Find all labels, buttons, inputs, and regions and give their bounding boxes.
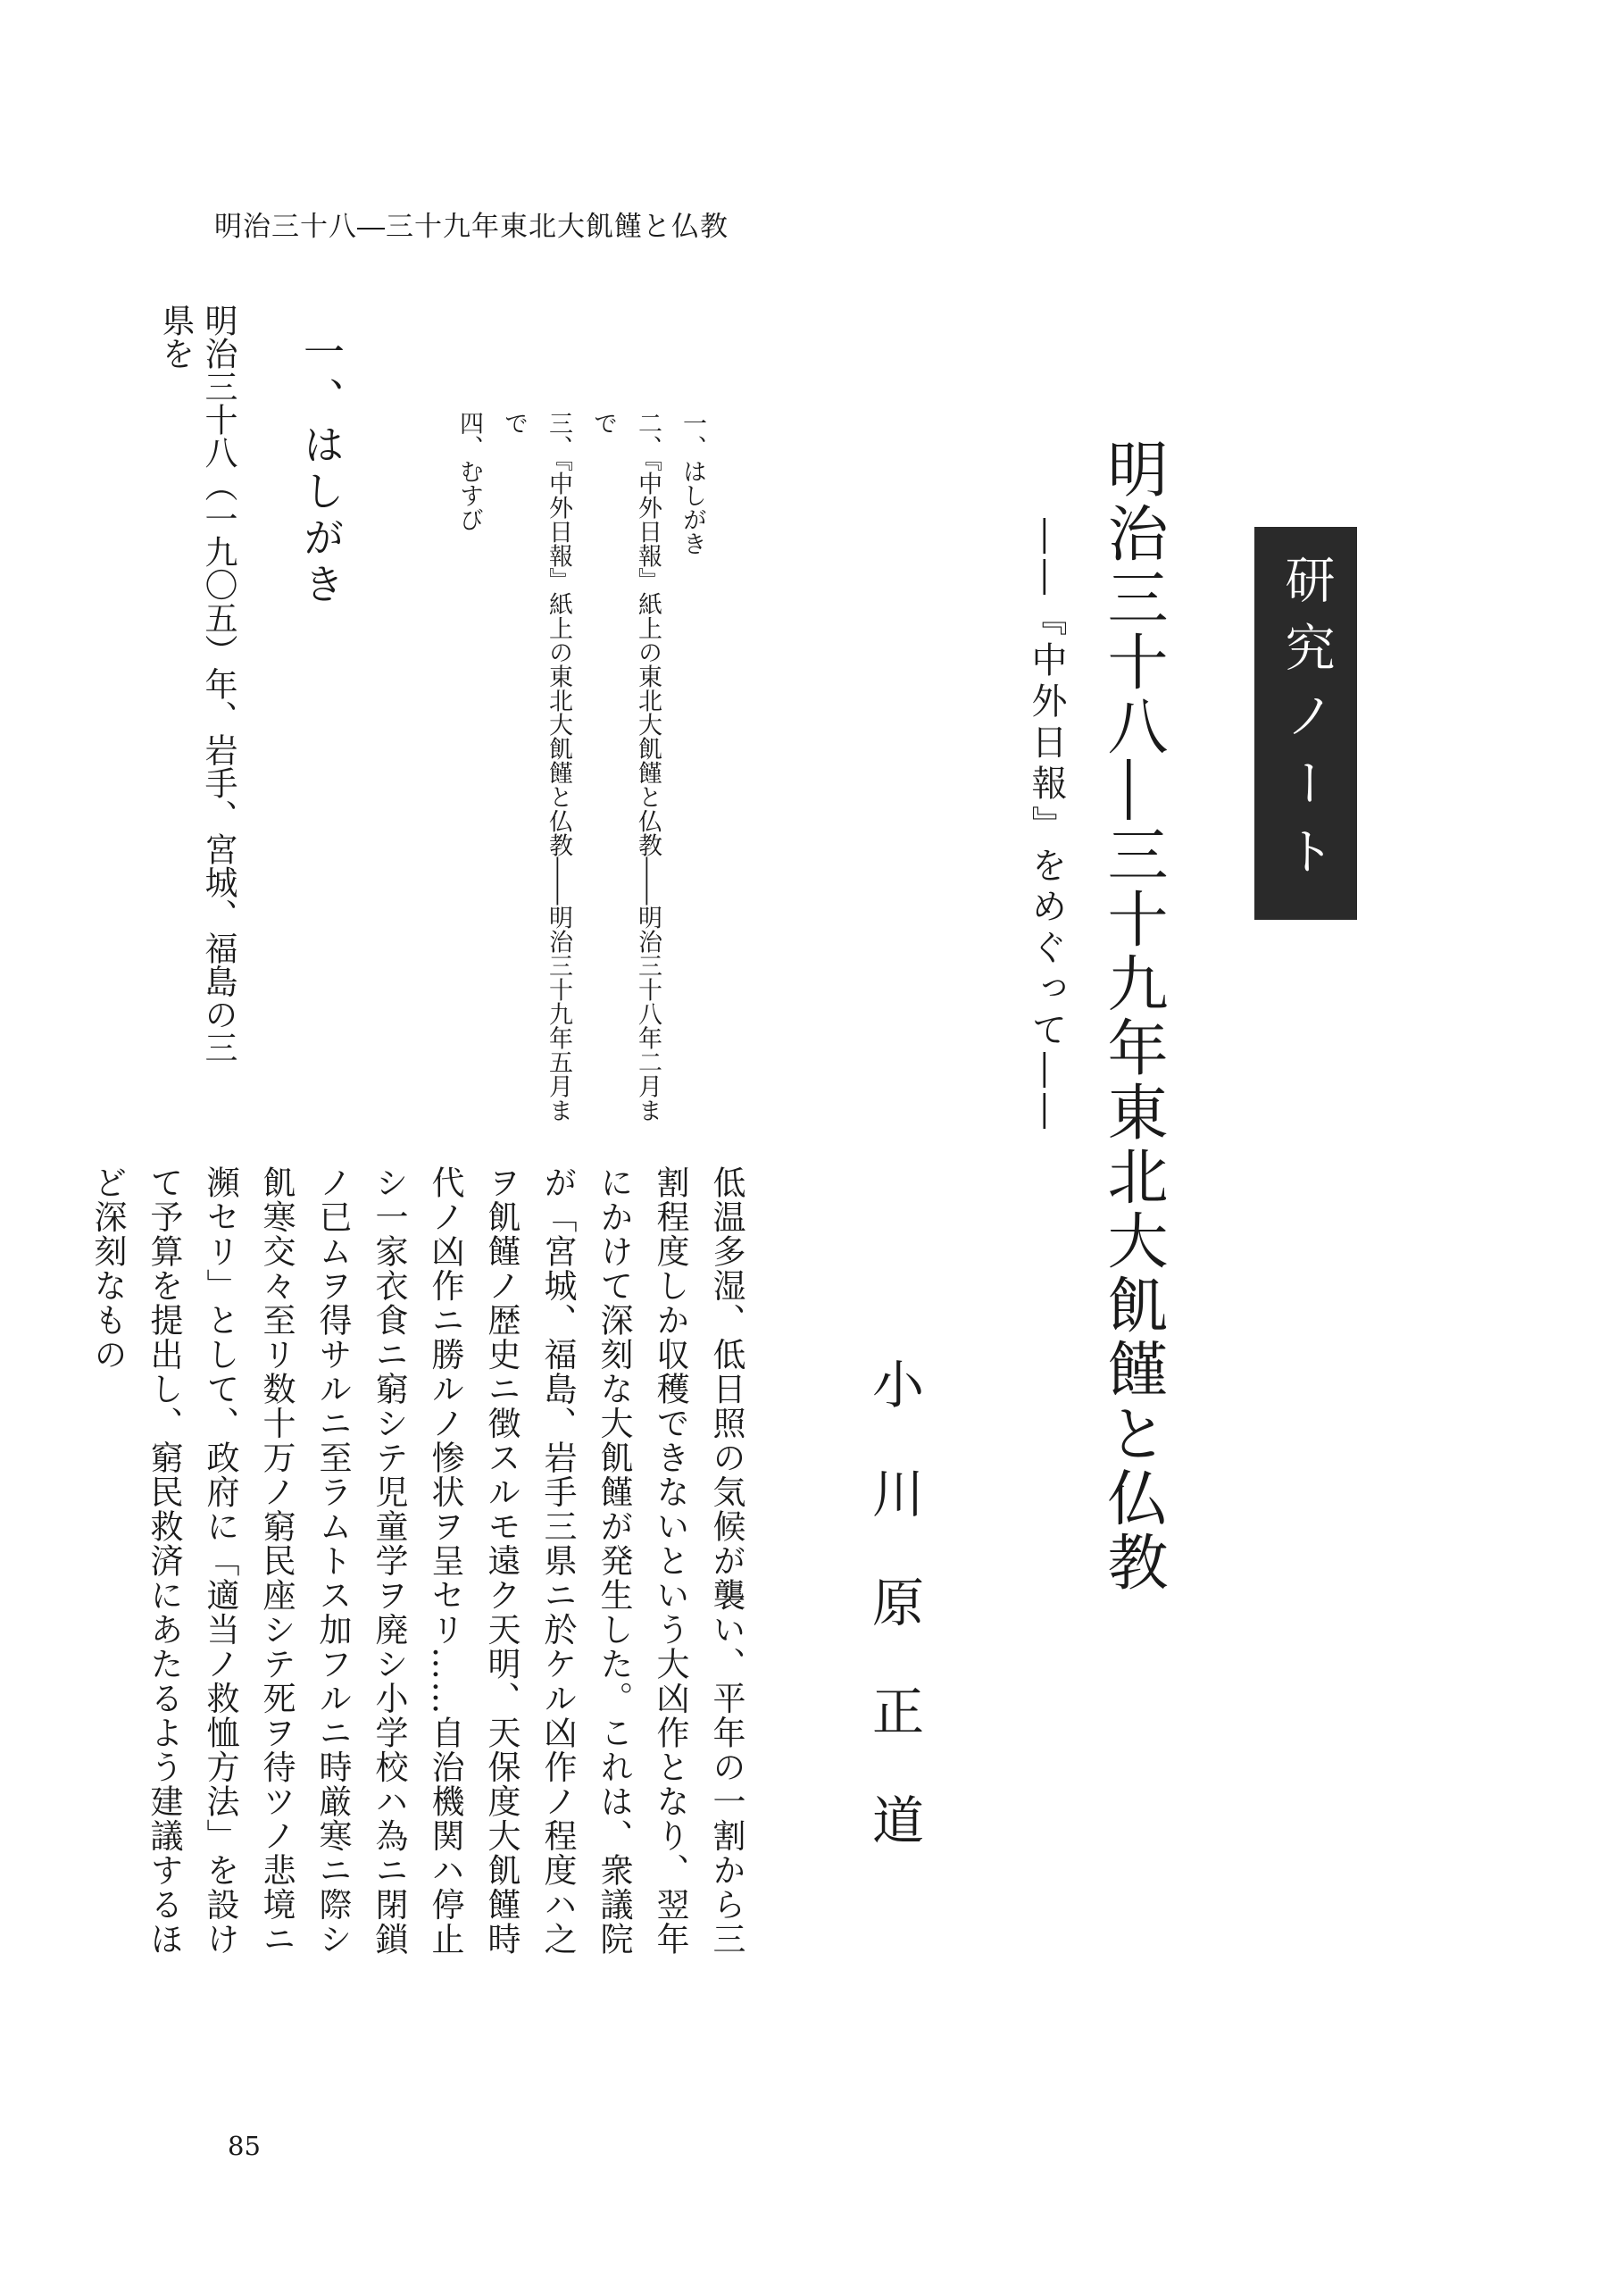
- section-heading: 一、はしがき: [297, 330, 346, 609]
- toc-item: 四、むすび: [455, 411, 483, 531]
- toc-item: 一、はしがき: [679, 411, 706, 555]
- article-subtitle: ――『中外日報』をめぐって――: [1026, 518, 1067, 1134]
- table-of-contents: [446, 411, 714, 1125]
- body-text: [79, 1165, 754, 1965]
- toc-item: 三、『中外日報』紙上の東北大飢饉と仏教――明治三十九年五月まで: [500, 411, 572, 1123]
- section-badge-label: 研究ノート: [1277, 554, 1336, 893]
- running-header: 明治三十八―三十九年東北大飢饉と仏教: [214, 211, 729, 243]
- body-paragraph: 低温多湿、低日照の気候が襲い、平年の一割から三割程度しか収穫できないという大凶作となり、翌年にかけて深刻な大飢饉が発生した。これは、衆議院が「宮城、福島、岩手三県ニ於ケル凶作ノ程度ハ之ヲ飢饉ノ歴史ニ徴スルモ遠ク天明、天保度大飢饉時代ノ凶作ニ勝ルノ惨状ヲ呈セリ……自治機関ハ停止シ一家衣食ニ窮シテ児童学ヲ廃シ小学校ハ為ニ閉鎖ノ已ムヲ得サルニ至ラムトス加フルニ時厳寒ニ際シ飢寒交々至リ数十万ノ窮民座シテ死ヲ待ツノ悲境ニ瀕セリ」として、政府に「適当ノ救恤方法」を設けて予算を提出し、窮民救済にあたるよう建議するほど深刻なもの: [88, 1165, 745, 1957]
- section-badge: [1254, 527, 1357, 920]
- article-title: 明治三十八―三十九年東北大飢饉と仏教: [1097, 438, 1168, 1595]
- author-name: 小川原正道: [863, 1357, 924, 1902]
- section-opening-line: 明治三十八（一九〇五）年、岩手、宮城、福島の三県を: [156, 304, 237, 1064]
- page-number: 85: [228, 2131, 261, 2161]
- toc-item: 二、『中外日報』紙上の東北大飢饉と仏教――明治三十八年二月まで: [589, 411, 662, 1123]
